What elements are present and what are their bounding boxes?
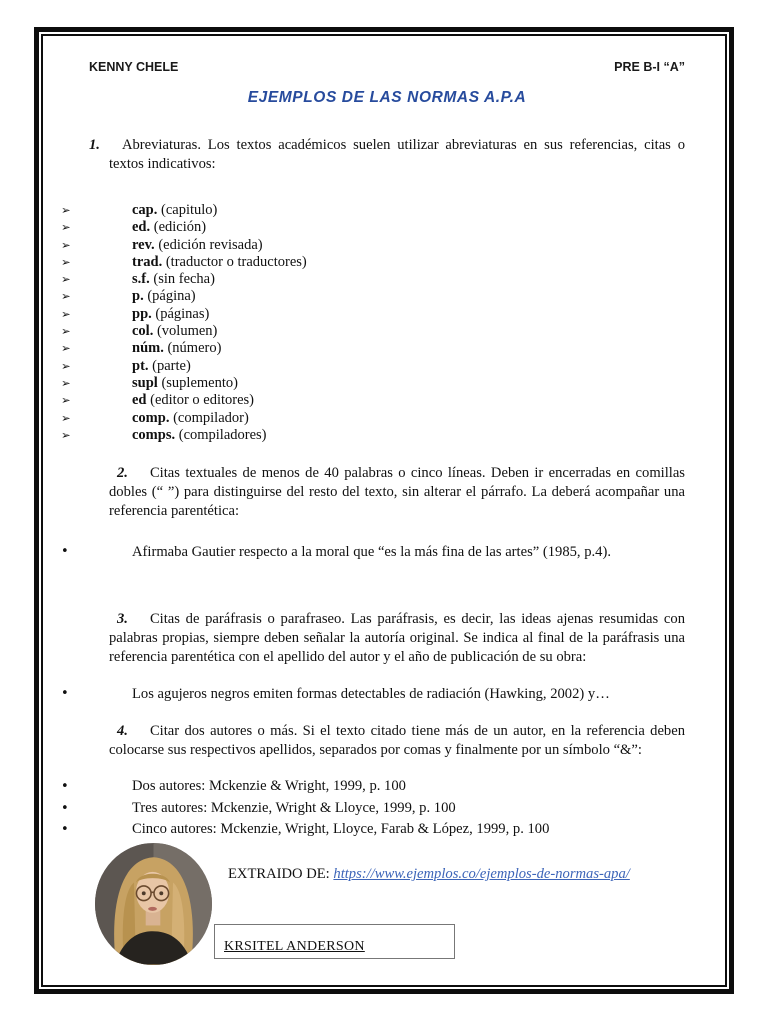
abbr-term: s.f. (132, 271, 150, 288)
abbr-desc: (compilador) (169, 409, 249, 426)
header-course: PRE B-I “A” (614, 60, 685, 74)
source-line (228, 866, 630, 883)
section-4-example-list (61, 776, 685, 841)
abbr-desc: (páginas) (151, 305, 210, 322)
abbr-term: comps. (132, 426, 176, 443)
list-item (59, 427, 685, 444)
abbr-term: pp. (132, 305, 152, 322)
avatar-photo (95, 843, 212, 965)
name-text: KRSITEL ANDERSON (224, 939, 365, 954)
list-item (59, 410, 685, 427)
abbr-desc: (edición revisada) (154, 236, 263, 253)
list-item (59, 323, 685, 340)
arrow-bullet-icon: ➢ (61, 272, 71, 287)
abbr-desc: (edición) (150, 219, 207, 236)
list-item (59, 392, 685, 409)
arrow-bullet-icon: ➢ (61, 427, 71, 442)
section-4-example (59, 819, 685, 841)
arrow-bullet-icon: ➢ (61, 324, 71, 339)
example-text: Dos autores: Mckenzie & Wright, 1999, p. 100 (132, 778, 406, 795)
page-header (89, 60, 685, 74)
section-2-text: Citas textuales de menos de 40 palabras o cinco líneas. Deben ir encerradas en comillas dobles (“ ”) para distinguirse del resto del texto, sin alterar el párrafo. La deberá acompañar una referencia parentética: (109, 465, 685, 520)
dot-bullet-icon: • (61, 544, 69, 560)
dot-bullet-icon: • (61, 686, 69, 702)
abbr-term: p. (132, 288, 144, 305)
abbr-desc: (traductor o traductores) (162, 253, 307, 270)
arrow-bullet-icon: ➢ (61, 341, 71, 356)
arrow-bullet-icon: ➢ (61, 237, 71, 252)
abbr-desc: (compiladores) (175, 426, 267, 443)
abbr-term: rev. (132, 236, 155, 253)
arrow-bullet-icon: ➢ (61, 289, 71, 304)
abbr-desc: (página) (143, 288, 196, 305)
dot-bullet-icon: • (61, 800, 69, 816)
dot-bullet-icon: • (61, 822, 69, 838)
arrow-bullet-icon: ➢ (61, 358, 71, 373)
section-3-text: Citas de paráfrasis o parafraseo. Las paráfrasis, es decir, las ideas ajenas resumidas con palabras propias, siempre deben señalar la autoría original. Se indica al final de la paráfrasis una referencia parentética con el apellido del autor y el año de publicación de su obra: (109, 611, 685, 666)
example-text: Los agujeros negros emiten formas detectables de radiación (Hawking, 2002) y… (132, 686, 610, 703)
abbr-term: supl (132, 374, 158, 391)
abbr-desc: (capitulo) (157, 202, 218, 218)
section-2-paragraph (109, 464, 685, 521)
abbreviation-list (61, 202, 685, 444)
source-link[interactable]: https://www.ejemplos.co/ejemplos-de-normas-apa/ (333, 866, 630, 882)
abbr-term: col. (132, 323, 154, 340)
list-item (59, 219, 685, 236)
dot-bullet-icon: • (61, 779, 69, 795)
section-3-number: 3. (117, 611, 128, 628)
list-item (59, 254, 685, 271)
section-4-example (59, 776, 685, 798)
abbr-term: trad. (132, 253, 163, 270)
list-item (59, 288, 685, 305)
list-item (59, 358, 685, 375)
arrow-bullet-icon: ➢ (61, 220, 71, 235)
page-title: EJEMPLOS DE LAS NORMAS A.P.A (247, 89, 527, 106)
list-item (59, 306, 685, 323)
header-author: KENNY CHELE (89, 60, 179, 74)
abbr-term: ed (132, 392, 147, 409)
abbr-desc: (editor o editores) (146, 392, 255, 409)
abbr-desc: (número) (163, 340, 222, 357)
avatar (95, 843, 212, 965)
list-item (59, 202, 685, 219)
example-text: Cinco autores: Mckenzie, Wright, Lloyce, Farab & López, 1999, p. 100 (132, 821, 550, 838)
section-1-text: Abreviaturas. Los textos académicos suelen utilizar abreviaturas en sus referencias, citas o textos indicativos: (109, 137, 685, 172)
list-item (59, 237, 685, 254)
abbr-term: comp. (132, 409, 170, 426)
section-4-paragraph (109, 722, 685, 760)
section-3-example (59, 685, 685, 704)
abbr-term: cap. (132, 202, 158, 218)
abbr-desc: (sin fecha) (149, 271, 215, 288)
arrow-bullet-icon: ➢ (61, 306, 71, 321)
section-4-number: 4. (117, 723, 128, 740)
name-box (214, 924, 455, 959)
section-2-example (59, 543, 685, 562)
example-text: Tres autores: Mckenzie, Wright & Lloyce, 1999, p. 100 (132, 799, 456, 816)
list-item (59, 271, 685, 288)
abbr-desc: (volumen) (153, 323, 218, 340)
arrow-bullet-icon: ➢ (61, 410, 71, 425)
abbr-desc: (suplemento) (157, 374, 238, 391)
arrow-bullet-icon: ➢ (61, 393, 71, 408)
abbr-term: pt. (132, 357, 149, 374)
arrow-bullet-icon: ➢ (61, 254, 71, 269)
section-2-number: 2. (117, 465, 128, 482)
abbr-desc: (parte) (148, 357, 191, 374)
list-item (59, 340, 685, 357)
abbr-term: ed. (132, 219, 151, 236)
arrow-bullet-icon: ➢ (61, 203, 71, 217)
section-3-paragraph (109, 610, 685, 667)
abbr-term: núm. (132, 340, 164, 357)
arrow-bullet-icon: ➢ (61, 375, 71, 390)
section-4-example (59, 798, 685, 820)
list-item (59, 375, 685, 392)
section-1-number: 1. (89, 137, 100, 153)
section-4-text: Citar dos autores o más. Si el texto citado tiene más de un autor, en la referencia deben colocarse sus respectivos apellidos, separados por comas y finalmente por un símbolo “&”: (109, 723, 685, 759)
section-1-paragraph (89, 136, 685, 174)
source-label: EXTRAIDO DE: (228, 866, 334, 882)
example-text: Afirmaba Gautier respecto a la moral que “es la más fina de las artes” (1985, p.4). (132, 544, 611, 561)
